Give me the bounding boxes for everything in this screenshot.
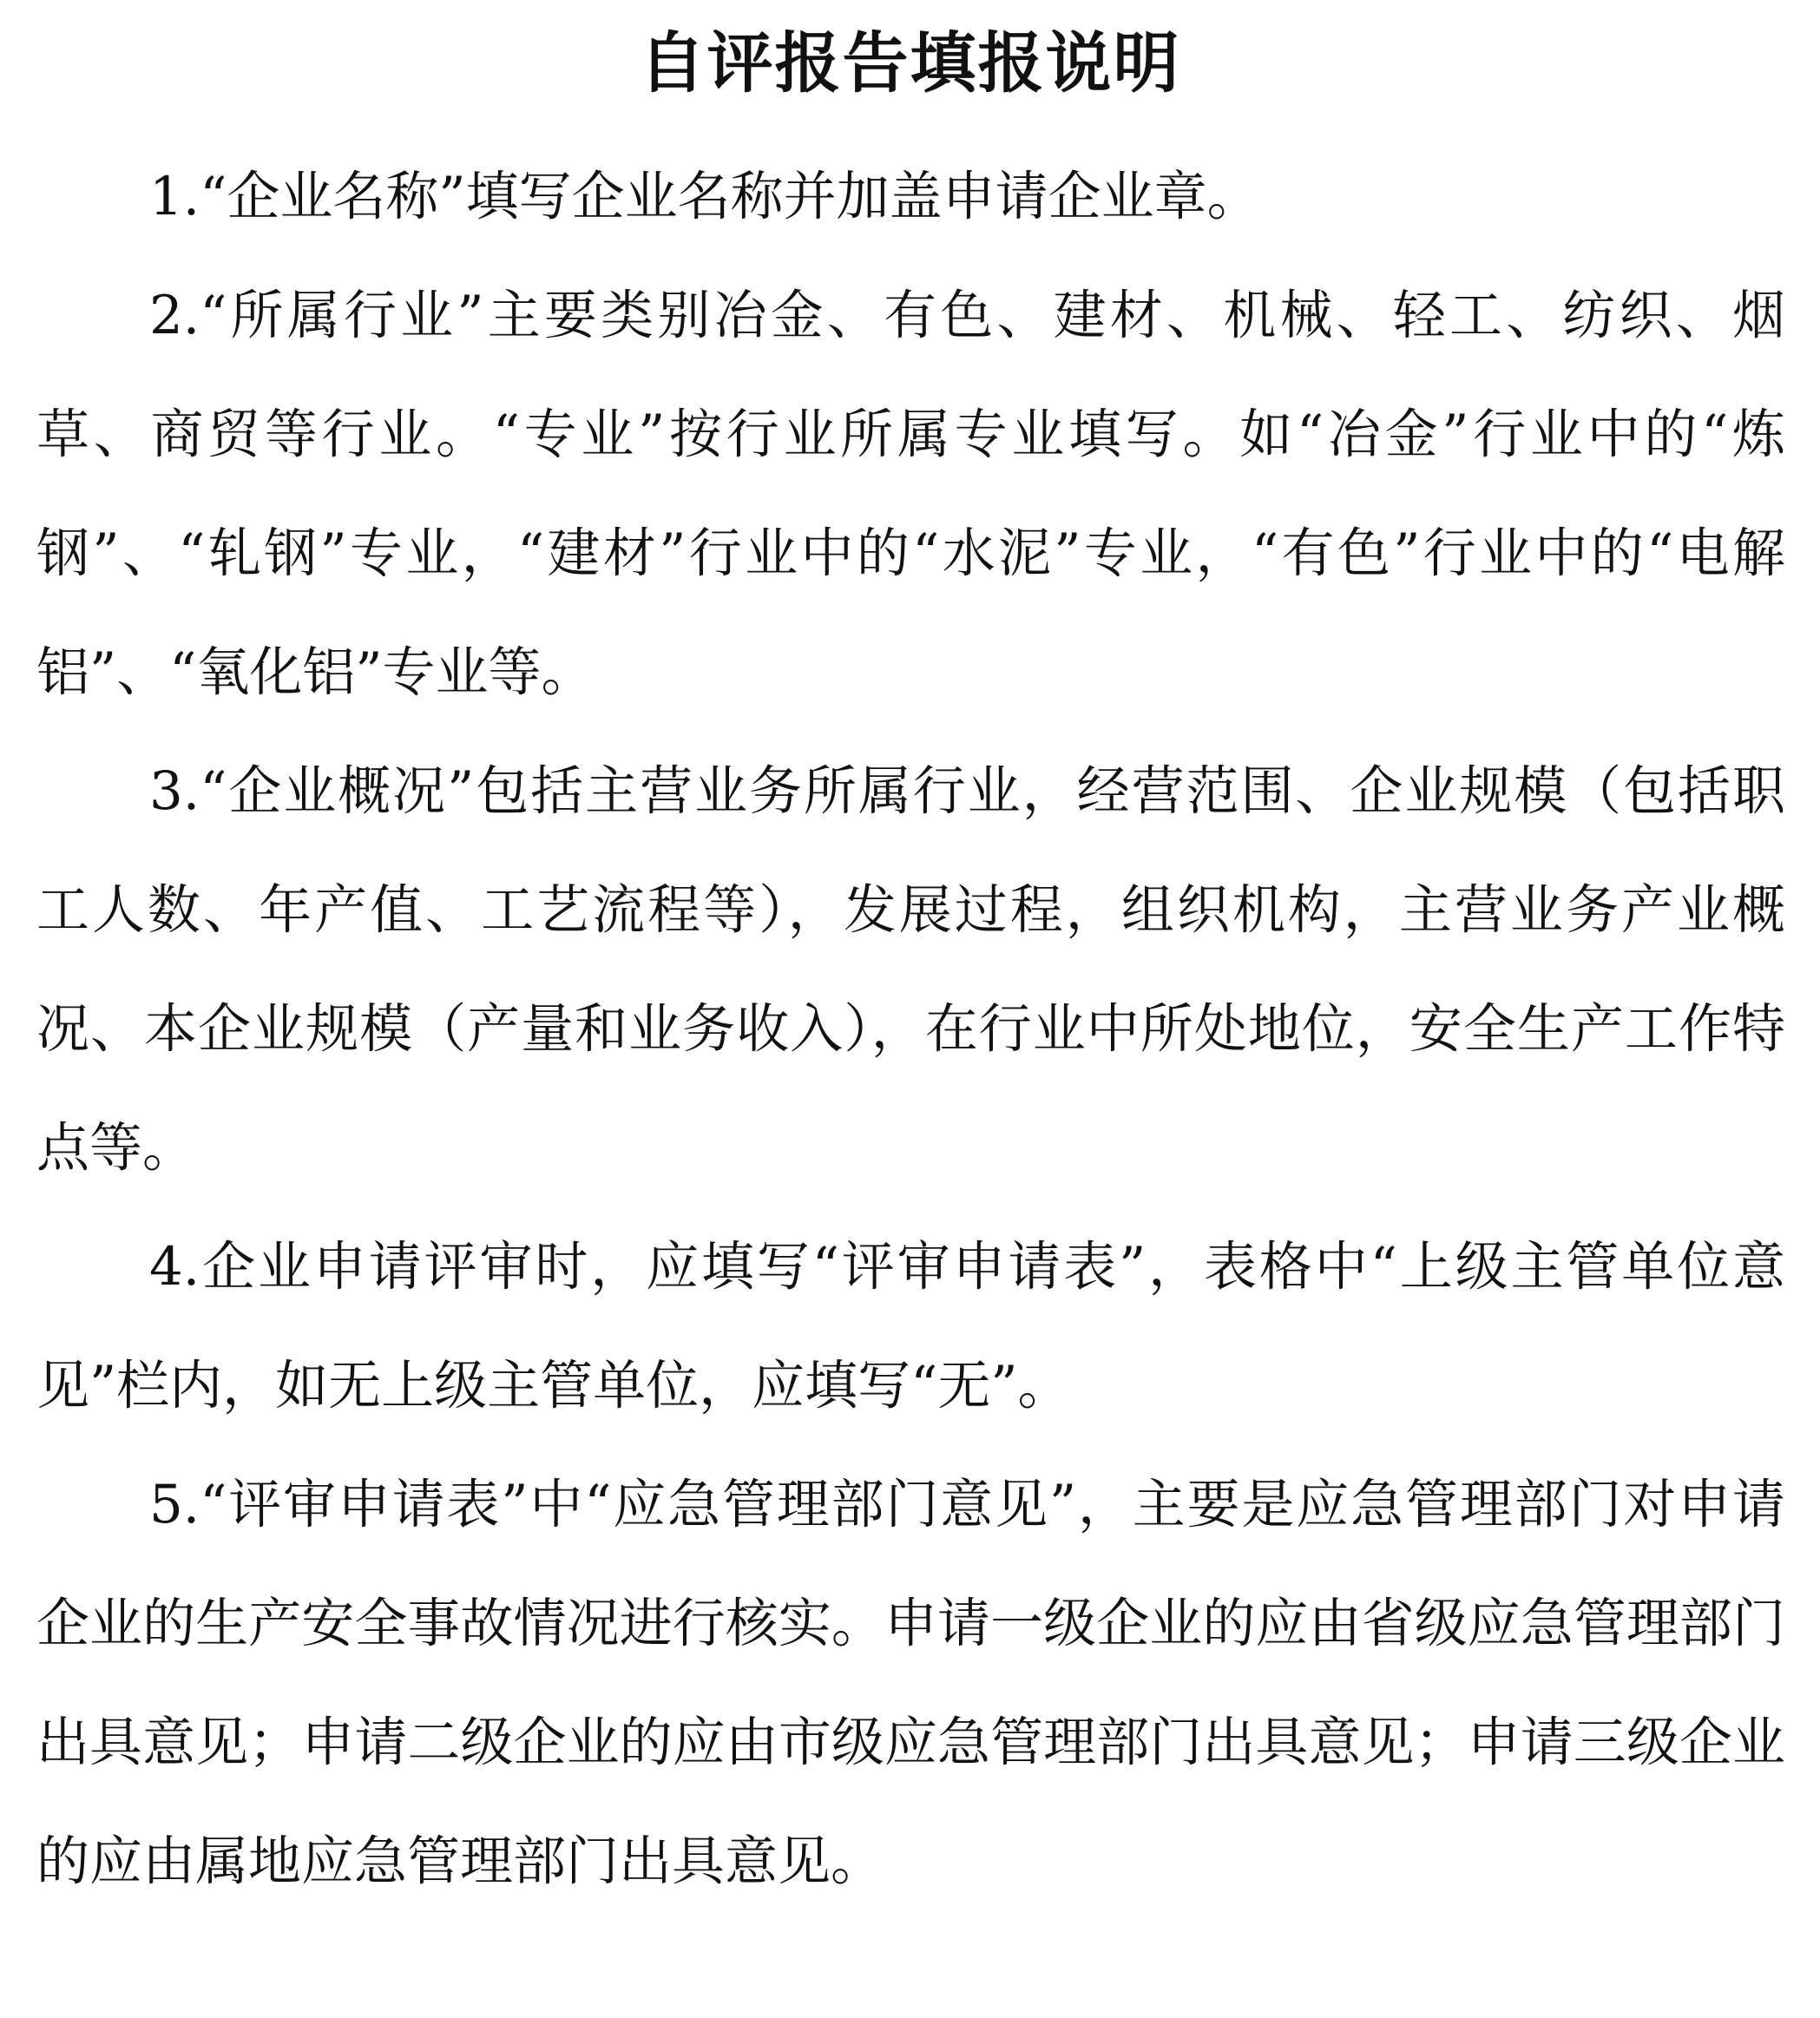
paragraph-3-company-overview: 3.“企业概况”包括主营业务所属行业，经营范围、企业规模（包括职工人数、年产值、工艺流程等），发展过程，组织机构，主营业务产业概况、本企业规模（产量和业务收入），在行业中所处地位，安全生产工作特点等。 (36, 760, 1785, 1179)
paragraph-5-emergency-dept-opinion: 5.“评审申请表”中“应急管理部门意见”，主要是应急管理部门对申请企业的生产安全事故情况进行核实。申请一级企业的应由省级应急管理部门出具意见；申请二级企业的应由市级应急管理部门出具意见；申请三级企业的应由属地应急管理部门出具意见。 (36, 1474, 1785, 1892)
paragraph-1-company-name: 1.“企业名称”填写企业名称并加盖申请企业章。 (149, 166, 1260, 227)
document-body (36, 137, 1785, 1921)
paragraph-2-industry: 2.“所属行业”主要类别冶金、有色、建材、机械、轻工、纺织、烟草、商贸等行业。“专业”按行业所属专业填写。如“冶金”行业中的“炼钢”、“轧钢”专业，“建材”行业中的“水泥”专业，“有色”行业中的“电解铝”、“氧化铝”专业等。 (36, 285, 1785, 703)
paragraph-4-application-form: 4.企业申请评审时，应填写“评审申请表”，表格中“上级主管单位意见”栏内，如无上级主管单位，应填写“无”。 (36, 1236, 1785, 1417)
document-title: 自评报告填报说明 (639, 24, 1181, 102)
